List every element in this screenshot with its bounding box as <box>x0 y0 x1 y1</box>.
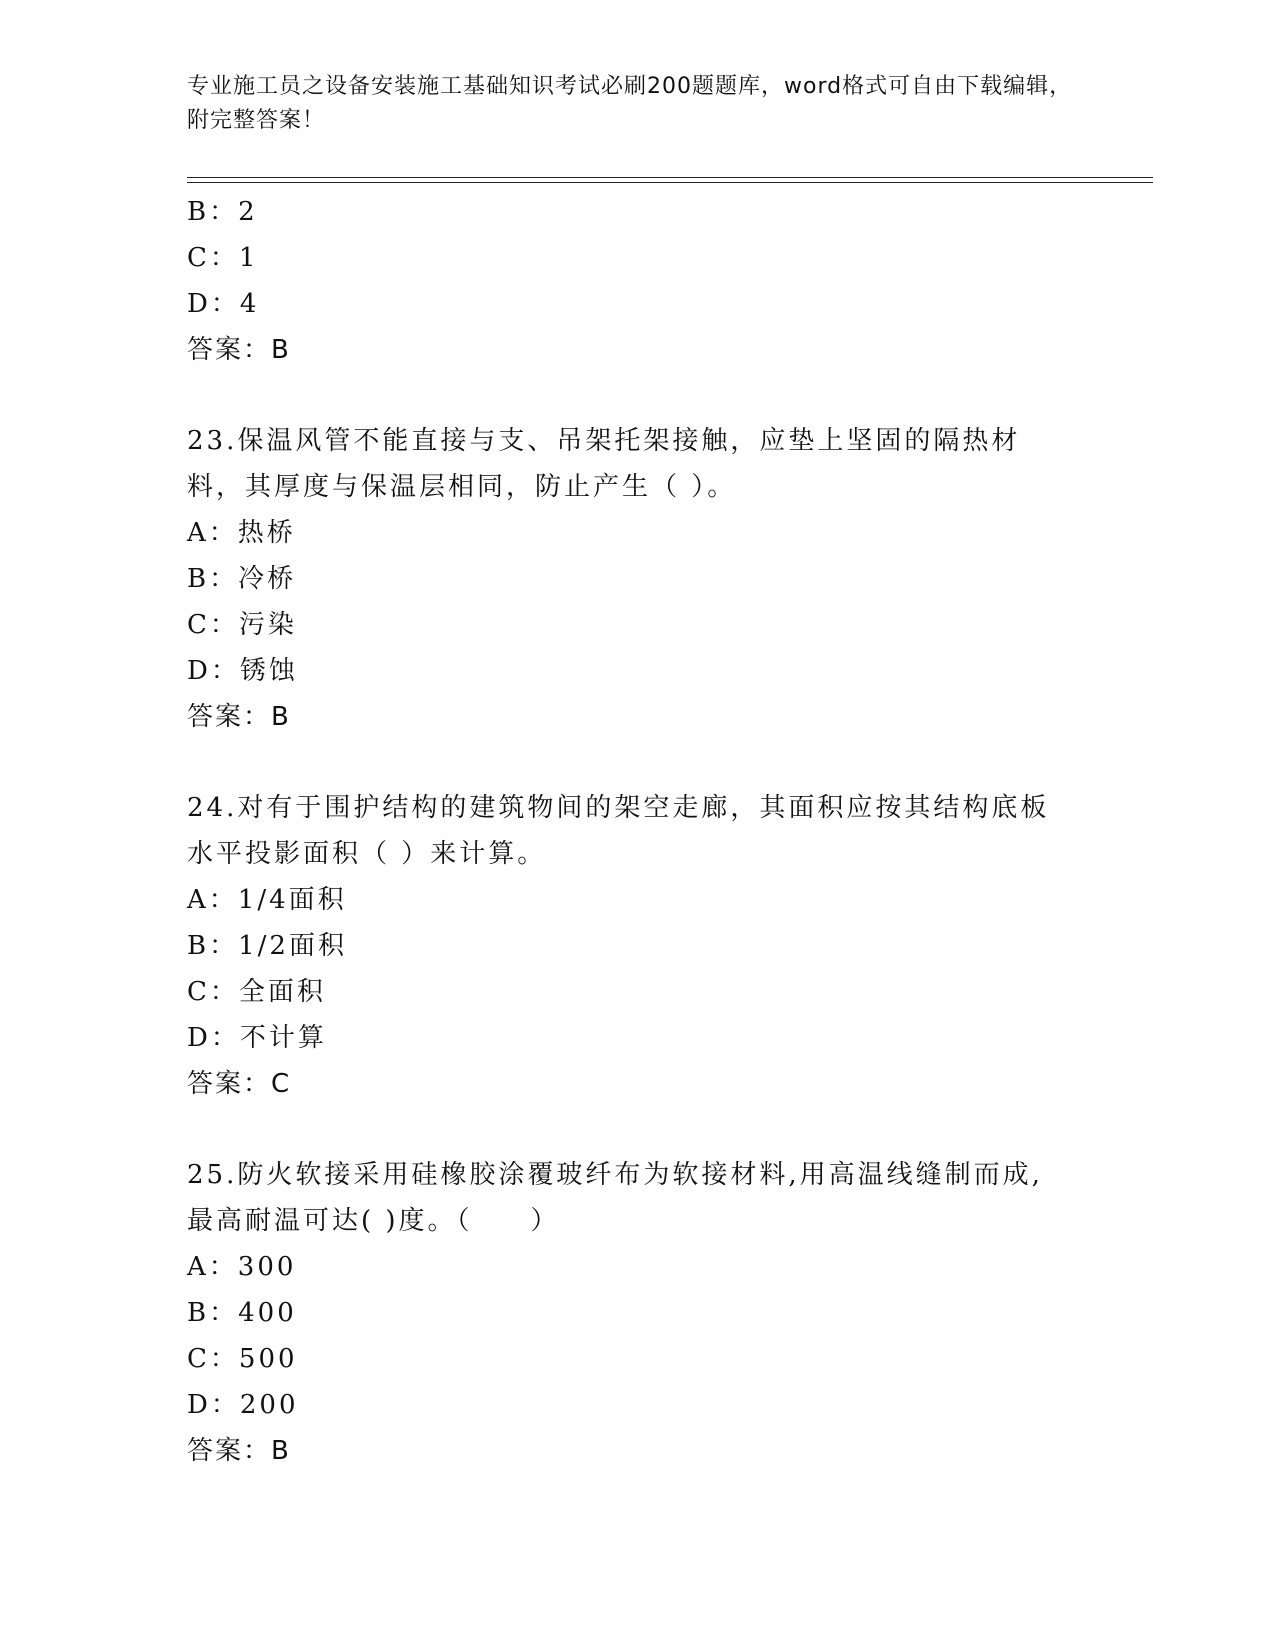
option-letter: B： <box>187 197 239 227</box>
option-letter: A： <box>187 1252 238 1282</box>
option-letter: D： <box>187 1390 240 1420</box>
option-text: 冷桥 <box>238 564 297 594</box>
option-b <box>187 1290 1087 1336</box>
option-a <box>187 510 1087 556</box>
answer-line: 答案：B <box>187 335 291 365</box>
option-letter: C： <box>187 977 239 1007</box>
option-letter: B： <box>187 931 239 961</box>
option-d <box>187 1382 1087 1428</box>
option-letter: C： <box>187 1344 239 1374</box>
option-b <box>187 923 1087 969</box>
option-letter: B： <box>187 564 239 594</box>
option-d <box>187 648 1087 694</box>
option-text: 300 <box>237 1252 297 1282</box>
option-letter: D： <box>187 1023 240 1053</box>
option-b <box>187 189 1087 235</box>
partial-question <box>187 189 1087 373</box>
option-text: 污染 <box>238 610 297 640</box>
answer-line: 答案：C <box>187 1069 292 1099</box>
option-c <box>187 235 1087 281</box>
question-text: 23.保温风管不能直接与支、吊架托架接触，应垫上坚固的隔热材料，其厚度与保温层相同，防止产生（ ）。 <box>187 426 1021 502</box>
option-text: 全面积 <box>238 977 326 1007</box>
option-text: 不计算 <box>239 1023 327 1053</box>
option-text: 200 <box>239 1390 299 1420</box>
option-c <box>187 1336 1087 1382</box>
option-letter: C： <box>187 243 239 273</box>
option-text: 1/2面积 <box>238 931 347 961</box>
option-d <box>187 281 1087 327</box>
option-letter: C： <box>187 610 239 640</box>
answer-line: 答案：B <box>187 702 291 732</box>
question-text: 24.对有于围护结构的建筑物间的架空走廊，其面积应按其结构底板水平投影面积（ ）来计算。 <box>187 793 1050 869</box>
option-text: 2 <box>238 197 258 227</box>
option-letter: A： <box>187 885 238 915</box>
question-text: 25.防火软接采用硅橡胶涂覆玻纤布为软接材料,用高温线缝制而成,最高耐温可达( )度。（ ） <box>187 1160 1043 1236</box>
option-c <box>187 969 1087 1015</box>
option-b <box>187 556 1087 602</box>
header-divider-top <box>187 177 1153 178</box>
option-text: 锈蚀 <box>239 656 298 686</box>
option-letter: B： <box>187 1298 239 1328</box>
question-list <box>187 189 1087 1474</box>
option-text: 400 <box>238 1298 297 1328</box>
option-d <box>187 1015 1087 1061</box>
option-text: 1 <box>238 243 259 273</box>
answer-line: 答案：B <box>187 1436 291 1466</box>
option-c <box>187 602 1087 648</box>
option-text: 4 <box>239 289 260 319</box>
option-letter: D： <box>187 289 240 319</box>
question-25 <box>187 1152 1087 1474</box>
header-divider-bottom <box>187 182 1153 183</box>
option-text: 500 <box>238 1344 298 1374</box>
document-header: 专业施工员之设备安装施工基础知识考试必刷200题题库，word格式可自由下载编辑，附完整答案！ <box>187 74 1073 133</box>
option-text: 1/4面积 <box>237 885 347 915</box>
option-letter: D： <box>187 656 240 686</box>
option-text: 热桥 <box>237 518 296 548</box>
option-a <box>187 1244 1087 1290</box>
question-24 <box>187 785 1087 1107</box>
option-a <box>187 877 1087 923</box>
question-23 <box>187 418 1087 740</box>
option-letter: A： <box>187 518 238 548</box>
